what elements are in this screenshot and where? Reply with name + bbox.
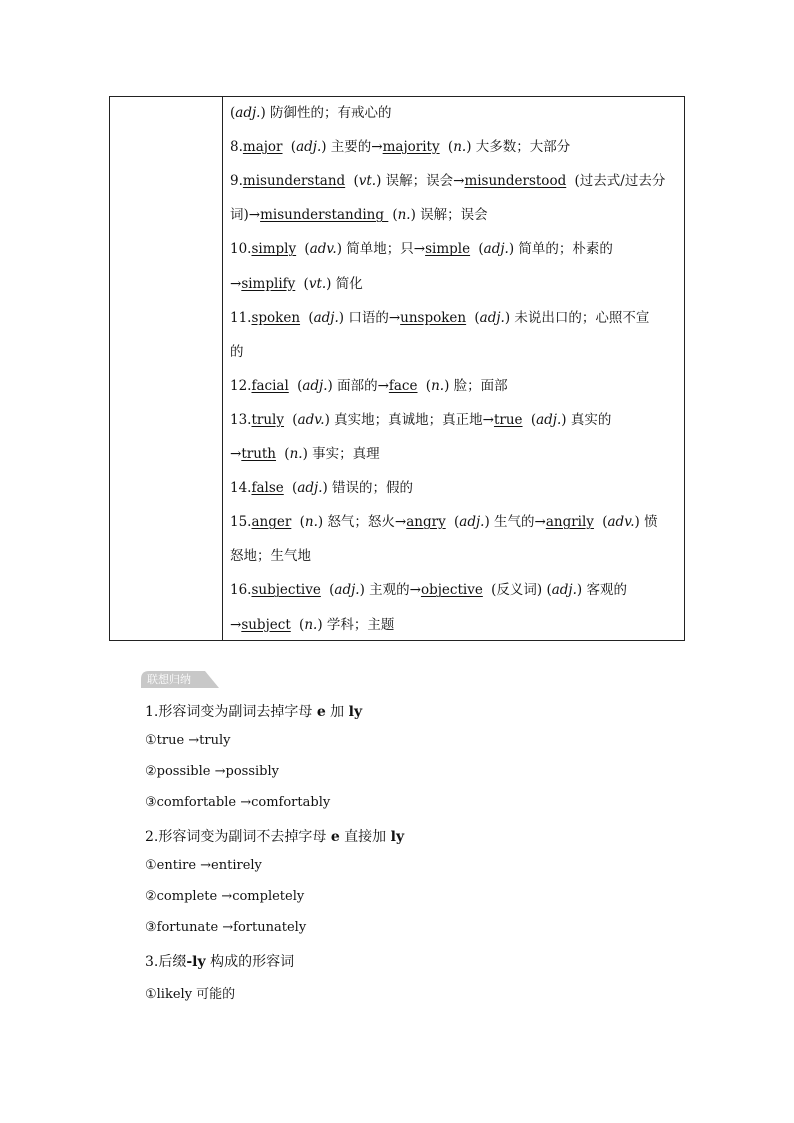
- part-of-speech: n.: [304, 616, 318, 633]
- row-text: 9.: [230, 173, 243, 190]
- part-of-speech: n.: [304, 514, 318, 531]
- answer-word: facial: [251, 377, 289, 394]
- row-text: →: [230, 616, 242, 633]
- answer-word: misunderstood: [464, 173, 567, 190]
- row-text: ) 愤: [634, 514, 658, 531]
- row-text: (: [421, 377, 432, 394]
- row-text: →: [230, 275, 242, 292]
- row-text: ) 简化: [326, 275, 363, 292]
- row-text: ) 面部的→: [327, 377, 389, 394]
- row-text: (: [392, 207, 398, 224]
- heading-text: ly: [348, 704, 363, 720]
- row-text: ) 简单的；朴素的: [508, 241, 613, 258]
- table-row-line: [230, 376, 508, 396]
- row-text: (: [304, 309, 314, 326]
- row-text: 15.: [230, 514, 252, 531]
- row-text: 11.: [230, 309, 252, 326]
- row-text: ) 学科；主题: [317, 616, 395, 633]
- row-text: ) 误解；误会→: [376, 173, 465, 190]
- table-left-column: [110, 97, 223, 640]
- row-text: (: [230, 105, 236, 121]
- row-text: (: [597, 514, 608, 531]
- answer-word: spoken: [251, 309, 301, 326]
- row-text: ) 错误的；假的: [322, 480, 414, 497]
- part-of-speech: vt.: [358, 173, 377, 190]
- answer-word: objective: [420, 582, 483, 599]
- row-text: ) 生气的→: [484, 514, 546, 531]
- part-of-speech: adv.: [607, 514, 635, 531]
- table-row-line: [230, 171, 665, 191]
- table-row-line: [230, 137, 570, 157]
- table-row-line: [230, 615, 394, 635]
- row-text: (: [295, 514, 305, 531]
- answer-word: false: [251, 480, 284, 497]
- part-of-speech: adj.: [483, 241, 509, 258]
- row-text: (: [470, 309, 480, 326]
- row-text: (: [294, 616, 305, 633]
- table-row-line: [230, 478, 413, 498]
- row-text: (: [280, 446, 290, 462]
- row-text: ) 主观的→: [359, 582, 421, 599]
- row-text: ) 未说出口的；心照不宣: [504, 309, 650, 326]
- answer-word: unspoken: [400, 309, 467, 326]
- section-heading: [145, 701, 362, 721]
- answer-word: simple: [425, 241, 471, 258]
- part-of-speech: adj.: [296, 139, 322, 156]
- heading-text: 构成的形容词: [205, 954, 295, 970]
- answer-word: angrily: [545, 514, 594, 531]
- row-text: 8.: [230, 139, 243, 156]
- example-item: ②possible →possibly: [145, 764, 279, 779]
- answer-word: simplify: [241, 275, 296, 292]
- row-text: ) 怒气；怒火→: [317, 514, 407, 531]
- part-of-speech: adj.: [551, 582, 577, 599]
- answer-word: truth: [241, 446, 277, 462]
- row-text: ) 防御性的；有戒心的: [260, 105, 392, 121]
- part-of-speech: n.: [431, 377, 445, 394]
- heading-text: 1.形容词变为副词去掉字母: [145, 704, 317, 720]
- row-text: ) 事实；真理: [302, 446, 380, 462]
- row-text: ) 口语的→: [338, 309, 401, 326]
- table-row-line: [230, 103, 392, 123]
- example-item: ②complete →completely: [145, 889, 305, 904]
- part-of-speech: adj.: [302, 377, 328, 394]
- section-badge: [141, 671, 219, 688]
- example-item: ①true →truly: [145, 733, 231, 748]
- answer-word: subjective: [251, 582, 321, 599]
- answer-word: angry: [406, 514, 446, 531]
- row-text: (: [324, 582, 335, 599]
- row-text: 14.: [230, 480, 252, 497]
- table-row-line: [230, 342, 244, 362]
- row-text: (: [349, 173, 359, 190]
- part-of-speech: n.: [453, 139, 467, 156]
- row-text: ) 脸；面部: [444, 377, 508, 394]
- part-of-speech: vt.: [308, 275, 327, 292]
- row-text: 13.: [230, 411, 252, 428]
- row-text: ) 真实地；真诚地；真正地→: [324, 411, 494, 428]
- answer-word: face: [388, 377, 418, 394]
- heading-text: -ly: [186, 954, 206, 970]
- part-of-speech: adj.: [313, 309, 339, 326]
- row-text: (: [526, 411, 537, 428]
- example-item: ③comfortable →comfortably: [145, 795, 331, 810]
- heading-text: 直接加: [339, 829, 391, 845]
- table-row-line: [230, 205, 488, 225]
- answer-word: simply: [251, 241, 297, 258]
- answer-word: true: [493, 411, 523, 428]
- part-of-speech: adv.: [297, 411, 325, 428]
- table-row-line: [230, 444, 380, 464]
- row-text: 的: [230, 343, 244, 360]
- part-of-speech: n.: [289, 446, 303, 462]
- row-text: 12.: [230, 377, 252, 394]
- heading-text: 加: [325, 704, 349, 720]
- row-text: ) 误解；误会: [410, 207, 488, 224]
- answer-word: majority: [382, 139, 440, 156]
- table-row-line: [230, 274, 363, 294]
- table-row-line: [230, 410, 611, 430]
- answer-word: misunderstanding: [260, 207, 389, 224]
- row-text: (: [449, 514, 460, 531]
- answer-word: subject: [241, 616, 291, 633]
- part-of-speech: n.: [397, 207, 411, 224]
- row-text: →: [230, 446, 242, 462]
- example-item: ③fortunate →fortunately: [145, 920, 307, 935]
- section-heading: [145, 951, 294, 971]
- part-of-speech: adj.: [235, 105, 261, 121]
- part-of-speech: adj.: [334, 582, 360, 599]
- example-item: ①likely 可能的: [145, 987, 236, 1002]
- table-row-line: [230, 308, 649, 328]
- heading-text: e: [316, 704, 326, 720]
- part-of-speech: adj.: [459, 514, 485, 531]
- row-text: ) 客观的: [576, 582, 627, 599]
- row-text: ) 大多数；大部分: [466, 139, 571, 156]
- heading-text: 3.后缀: [145, 954, 187, 970]
- answer-word: anger: [251, 514, 292, 531]
- answer-word: truly: [251, 411, 285, 428]
- row-text: 怒地；生气地: [230, 548, 311, 565]
- row-text: ) 真实的: [561, 411, 612, 428]
- part-of-speech: adj.: [479, 309, 505, 326]
- part-of-speech: adj.: [297, 480, 323, 497]
- row-text: (: [292, 377, 303, 394]
- row-text: 词)→: [230, 207, 261, 224]
- row-text: (: [287, 480, 298, 497]
- example-item: ①entire →entirely: [145, 858, 262, 873]
- row-text: (: [299, 275, 309, 292]
- vocabulary-table: [109, 96, 685, 641]
- row-text: ) 简单地；只→: [336, 241, 426, 258]
- answer-word: misunderstand: [242, 173, 346, 190]
- table-row-line: [230, 239, 613, 259]
- row-text: (: [286, 139, 297, 156]
- row-text: (反义词) (: [486, 582, 552, 599]
- part-of-speech: adj.: [536, 411, 562, 428]
- heading-text: 2.形容词变为副词不去掉字母: [145, 829, 331, 845]
- part-of-speech: adv.: [309, 241, 337, 258]
- table-row-line: [230, 546, 311, 566]
- answer-word: major: [242, 139, 283, 156]
- row-text: ) 主要的→: [321, 139, 383, 156]
- table-row-line: [230, 580, 627, 600]
- row-text: (: [443, 139, 454, 156]
- heading-text: e: [330, 829, 340, 845]
- row-text: (过去式/过去分: [570, 173, 666, 190]
- row-text: 10.: [230, 241, 252, 258]
- row-text: (: [474, 241, 484, 258]
- row-text: (: [288, 411, 298, 428]
- badge-label: 联想归纳: [147, 673, 191, 686]
- table-row-line: [230, 512, 658, 532]
- row-text: 16.: [230, 582, 252, 599]
- row-text: (: [300, 241, 310, 258]
- heading-text: ly: [390, 829, 405, 845]
- section-heading: [145, 826, 404, 846]
